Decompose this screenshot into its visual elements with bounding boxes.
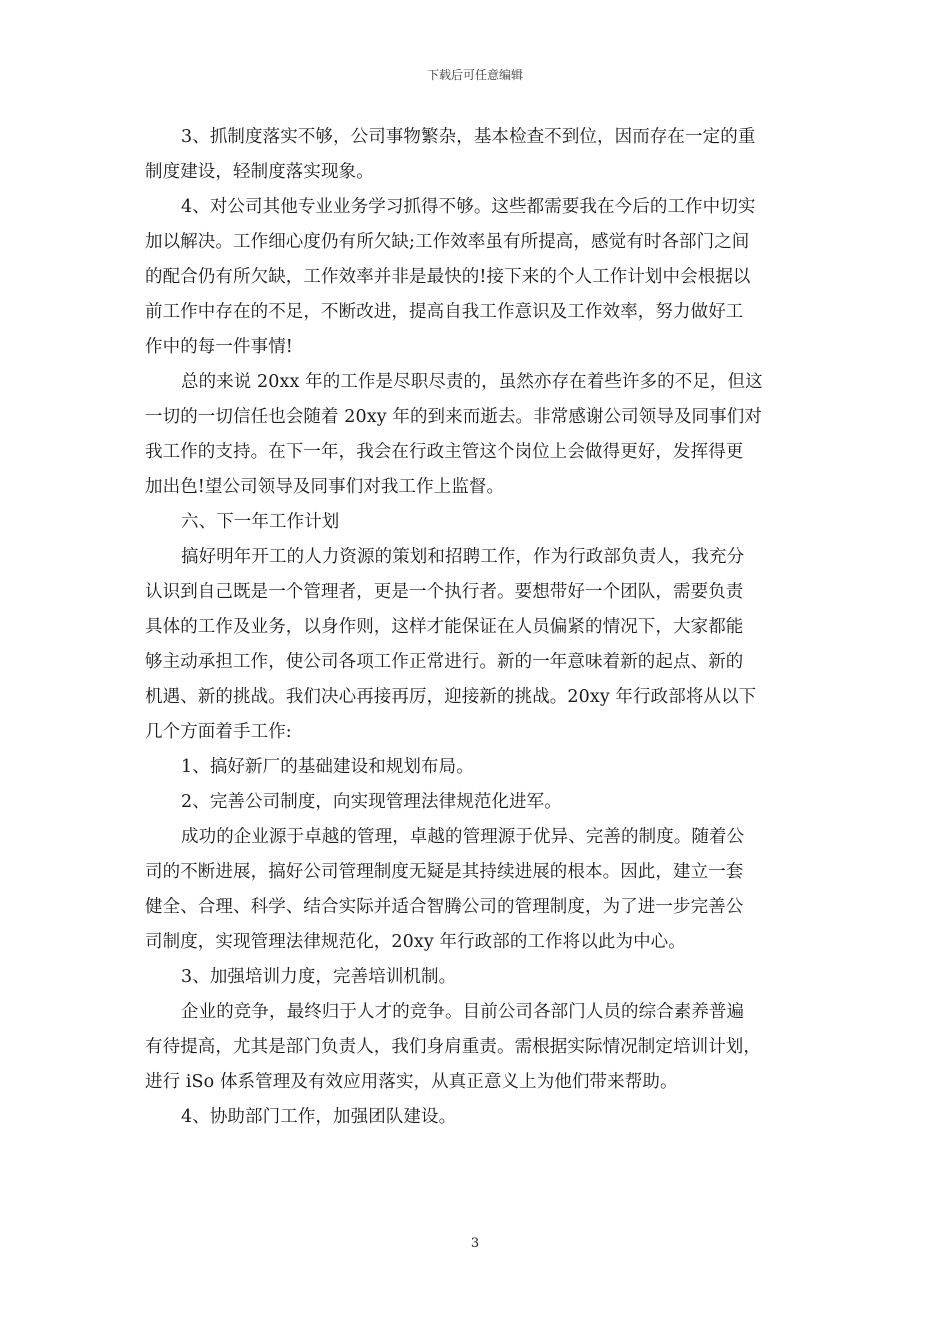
paragraph-line: 一切的一切信任也会随着 20xy 年的到来而逝去。非常感谢公司领导及同事们对 [145,407,762,427]
paragraph-line: 加出色!望公司领导及同事们对我工作上监督。 [145,477,505,497]
paragraph-8 [145,820,809,960]
paragraph-line: 企业的竞争，最终归于人才的竞争。目前公司各部门人员的综合素养普遍 [181,1002,745,1022]
paragraph-3 [145,365,809,505]
list-item-3 [145,960,809,995]
paragraph-line: 制度建设，轻制度落实现象。 [145,162,374,182]
paragraph-line: 司的不断进展，搞好公司管理制度无疑是其持续进展的根本。因此，建立一套 [145,862,744,882]
paragraph-line: 健全、合理、科学、结合实际并适合智腾公司的管理制度，为了进一步完善公 [145,897,744,917]
paragraph-line: 我工作的支持。在下一年，我会在行政主管这个岗位上会做得更好，发挥得更 [145,442,744,462]
paragraph-line: 1、搞好新厂的基础建设和规划布局。 [181,757,474,777]
paragraph-line: 成功的企业源于卓越的管理，卓越的管理源于优异、完善的制度。随着公 [181,827,745,847]
paragraph-line: 有待提高，尤其是部门负责人，我们身肩重责。需根据实际情况制定培训计划， [145,1037,761,1057]
paragraph-line: 4、协助部门工作，加强团队建设。 [181,1107,457,1127]
paragraph-line: 认识到自己既是一个管理者，更是一个执行者。要想带好一个团队，需要负责 [145,582,744,602]
page-header-note: 下载后可任意编辑 [426,68,523,82]
paragraph-5 [145,540,809,750]
paragraph-line: 加以解决。工作细心度仍有所欠缺;工作效率虽有所提高，感觉有时各部门之间 [145,232,750,252]
paragraph-line: 司制度，实现管理法律规范化，20xy 年行政部的工作将以此为中心。 [145,932,686,952]
paragraph-line: 前工作中存在的不足，不断改进，提高自我工作意识及工作效率，努力做好工 [145,302,744,322]
paragraph-line: 进行 iSo 体系管理及有效应用落实，从真正意义上为他们带来帮助。 [145,1072,678,1092]
list-item-1 [145,750,809,785]
paragraph-line: 的配合仍有所欠缺，工作效率并非是最快的!接下来的个人工作计划中会根据以 [145,267,751,287]
paragraph-line: 3、抓制度落实不够，公司事物繁杂，基本检查不到位，因而存在一定的重 [181,127,756,147]
document-body [145,120,809,1135]
paragraph-line: 机遇、新的挑战。我们决心再接再厉，迎接新的挑战。20xy 年行政部将从以下 [145,687,757,707]
paragraph-2 [145,190,809,365]
paragraph-10 [145,995,809,1100]
paragraph-line: 作中的每一件事情! [145,337,293,357]
paragraph-line: 搞好明年开工的人力资源的策划和招聘工作，作为行政部负责人，我充分 [181,547,745,567]
list-item-2 [145,785,809,820]
list-item-4 [145,1100,809,1135]
section-heading-next-year-plan [145,505,809,540]
paragraph-1 [145,120,809,190]
paragraph-line: 3、加强培训力度，完善培训机制。 [181,967,457,987]
paragraph-line: 六、下一年工作计划 [181,512,340,532]
paragraph-line: 4、对公司其他专业业务学习抓得不够。这些都需要我在今后的工作中切实 [181,197,756,217]
paragraph-line: 够主动承担工作，使公司各项工作正常进行。新的一年意味着新的起点、新的 [145,652,744,672]
page-number: 3 [470,1236,480,1251]
paragraph-line: 具体的工作及业务，以身作则，这样才能保证在人员偏紧的情况下，大家都能 [145,617,744,637]
paragraph-line: 几个方面着手工作: [145,722,292,742]
paragraph-line: 总的来说 20xx 年的工作是尽职尽责的，虽然亦存在着些许多的不足，但这 [181,372,763,392]
paragraph-line: 2、完善公司制度，向实现管理法律规范化进军。 [181,792,562,812]
